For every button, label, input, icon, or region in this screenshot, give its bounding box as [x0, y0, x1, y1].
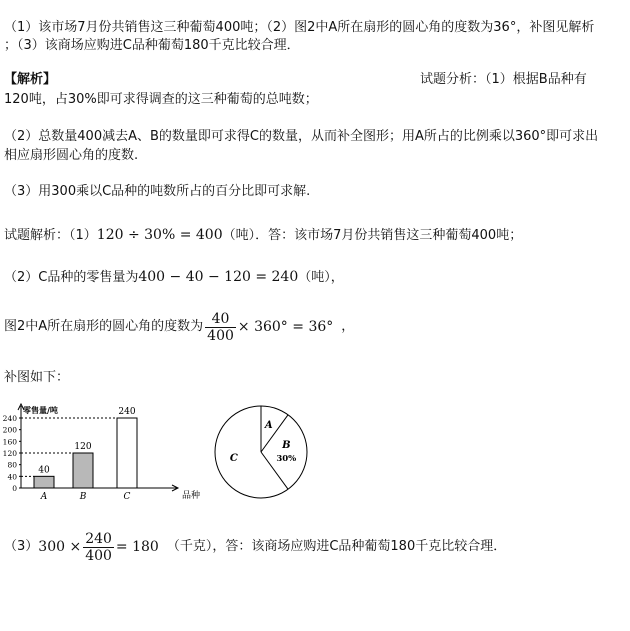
solution-line-5-lead: 300 ×: [38, 539, 82, 555]
solution-line-1-suffix: （吨）．答：该市场7月份共销售这三种葡萄400吨；: [222, 228, 523, 243]
x-tick-label: A: [40, 492, 48, 502]
pie-percent-b: 30%: [276, 454, 297, 464]
fraction-numerator: 240: [85, 530, 112, 547]
fraction-40-400: [205, 311, 236, 344]
analysis-label: 试题分析：（1）根据B品种有: [420, 72, 587, 87]
solution-line-3: [4, 310, 354, 345]
bar-value-label: 120: [74, 442, 92, 452]
bar-value-label: 40: [38, 465, 50, 476]
bar-value-label: 240: [118, 407, 136, 417]
bar-a: [34, 476, 54, 488]
solution-line-2-suffix: （吨），: [298, 270, 344, 285]
fraction-denominator: 400: [85, 547, 112, 564]
solution-line-4: 补图如下：: [4, 370, 70, 385]
solution-line-3-prefix: 图2中A所在扇形的圆心角的度数为: [4, 319, 204, 334]
bar-chart: [0, 400, 200, 510]
y-tick-label: 0: [12, 484, 17, 493]
analysis-line-4: （3）用300乘以C品种的吨数所占的百分比即可求解.: [4, 184, 311, 199]
x-tick-label: C: [123, 492, 131, 502]
answer-line-1: （1）该市场7月份共销售这三种葡萄400吨；（2）图2中A所在扇形的圆心角的度数为36°，补图见解析: [4, 20, 595, 35]
solution-line-3-suffix: ，: [341, 319, 355, 334]
y-tick-label: 240: [2, 414, 17, 423]
pie-label-a: A: [264, 419, 273, 431]
solution-line-1-math: 120 ÷ 30% = 400: [96, 227, 223, 243]
answer-line-2: ；（3）该商场应购进C品种葡萄180千克比较合理．: [4, 38, 300, 53]
analysis-line-3: 相应扇形圆心角的度数.: [4, 148, 139, 163]
solution-line-2: [4, 268, 344, 287]
solution-line-1-prefix: 试题解析：（1）: [4, 228, 97, 243]
y-tick-label: 80: [7, 460, 17, 470]
solution-line-2-math: 400 − 40 − 120 = 240: [138, 269, 299, 285]
solution-line-3-rest: × 360° = 36°: [237, 319, 334, 335]
fraction-numerator: 40: [211, 310, 230, 327]
y-tick-label: 160: [2, 437, 17, 447]
solution-line-1: [4, 226, 522, 245]
y-tick-label: 200: [2, 425, 17, 435]
solution-line-5: [4, 530, 506, 565]
analysis-line-2: （2）总数量400减去A、B的数量即可求得C的数量，从而补全图形；用A所占的比例乘以360°即可求出: [4, 129, 599, 144]
y-tick-label: 40: [7, 472, 17, 482]
analysis-line-1: 120吨，占30%即可求得调查的这三种葡萄的总吨数；: [4, 92, 318, 107]
solution-line-5-suffix: （千克），答：该商场应购进C品种葡萄180千克比较合理．: [166, 539, 507, 554]
pie-chart: [205, 400, 315, 510]
bar-c: [117, 418, 137, 488]
y-axis-label: 零售量/吨: [23, 405, 58, 415]
solution-line-5-rest: = 180: [115, 539, 159, 555]
fraction-denominator: 400: [207, 327, 234, 344]
y-tick-label: 120: [2, 449, 17, 458]
x-axis-label: 品种: [182, 491, 201, 501]
pie-label-b: B: [282, 440, 291, 451]
bar-b: [73, 453, 93, 488]
pie-label-c: C: [229, 452, 238, 464]
analysis-heading: 【解析】: [4, 72, 57, 87]
solution-line-5-prefix: （3）: [4, 539, 39, 554]
solution-line-2-prefix: （2）C品种的零售量为: [4, 270, 139, 285]
fraction-240-400: [83, 531, 114, 564]
x-tick-label: B: [79, 492, 87, 502]
